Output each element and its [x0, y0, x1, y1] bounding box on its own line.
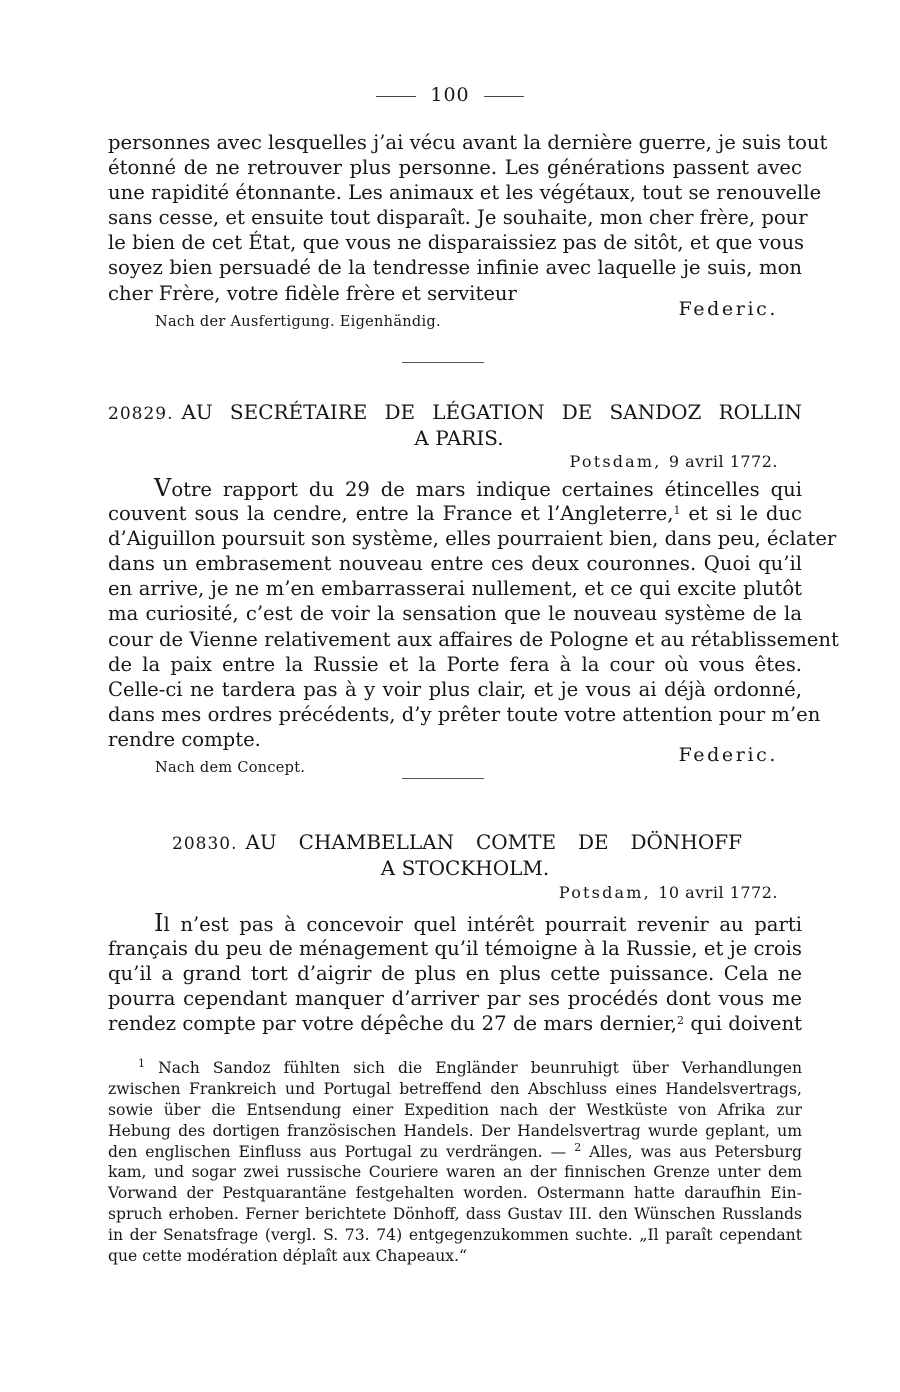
text-line: d’Aiguillon poursuit son système, elles pourraient bien, dans peu, éclater [108, 527, 837, 551]
letter-title: AU CHAMBELLAN COMTE DE DÖNHOFF [245, 830, 742, 854]
footnote-line [108, 1142, 802, 1163]
text-line: cher Frère, votre fidèle frère et serviteur [108, 281, 517, 305]
text-span: den englischen Einfluss aus Portugal zu verdrängen. — [108, 1142, 575, 1161]
place: Potsdam [569, 452, 655, 471]
text-line: le bien de cet État, que vous ne disparaissiez pas de sitôt, et que vous [108, 231, 805, 255]
date: 10 avril 1772. [658, 883, 778, 902]
text-line: ma curiosité, c’est de voir la sensation que le nouveau système de la [108, 602, 802, 626]
text-line: sans cesse, et ensuite tout disparaît. Je souhaite, mon cher frère, pour [108, 206, 808, 230]
footnote-marker: 1 [673, 504, 681, 518]
footnote-line: zwischen Frankreich und Portugal betreffend den Abschluss eines Handelsvertrags, [108, 1079, 802, 1098]
text-line: dans un embrasement nouveau entre ces deux couronnes. Quoi qu’il [108, 552, 802, 576]
text-line: cour de Vienne relativement aux affaires de Pologne et au rétablissement [108, 627, 839, 651]
signature: Federic. [678, 298, 778, 320]
initial-letter: V [154, 474, 172, 502]
place: Potsdam [558, 883, 644, 902]
text-span: Alles, was aus Petersburg [581, 1142, 802, 1161]
text-line: français du peu de ménagement qu’il témoigne à la Russie, et je crois [108, 937, 802, 961]
text-span: otre rapport du 29 de mars indique certaines étincelles qui [171, 478, 802, 501]
text-line: soyez bien persuadé de la tendresse infinie avec laquelle je suis, mon [108, 256, 802, 280]
section-divider [402, 362, 484, 363]
dateline: Potsdam, 10 avril 1772. [558, 883, 778, 902]
text-span: Nach Sandoz fühlten sich die Engländer beunruhigt über Verhandlungen [145, 1059, 802, 1077]
continuation-paragraph [108, 130, 828, 306]
letter-number: 20830. [172, 834, 238, 854]
text-span: couvent sous la cendre, entre la France et l’Angleterre, [108, 502, 674, 526]
text-line: dans mes ordres précédents, d’y prêter toute votre attention pour m’en [108, 702, 821, 726]
page-number: 100 [430, 84, 470, 106]
text-line: pourra cependant manquer d’arriver par ses procédés dont vous me [108, 987, 802, 1011]
footnote-line: sowie über die Entsendung einer Expedition nach der Westküste von Afrika zur [108, 1100, 802, 1119]
text-line [108, 911, 802, 936]
footnote-line: spruch erhoben. Ferner berichtete Dönhoff, dass Gustav III. den Wünschen Russlands [108, 1205, 802, 1224]
letter-destination: A PARIS. [414, 426, 504, 450]
text-line: en arrive, je ne m’en embarrasserai nullement, et ce qui excite plutôt [108, 577, 802, 601]
text-line [108, 501, 802, 526]
text-line: qu’il a grand tort d’aigrir de plus en plus cette puissance. Cela ne [108, 962, 802, 986]
footnote-marker: 2 [677, 1014, 685, 1028]
footnote-line: kam, und sogar zwei russische Couriere waren an der finnischen Grenze unter dem [108, 1163, 802, 1182]
source-note: Nach der Ausfertigung. Eigenhändig. [155, 314, 441, 330]
page-header [0, 84, 900, 106]
text-span: rendez compte par votre dépêche du 27 de mars dernier, [108, 1012, 678, 1036]
text-line: Celle-ci ne tardera pas à y voir plus clair, et je vous ai déjà ordonné, [108, 677, 802, 701]
letter-body [108, 911, 802, 1036]
text-line: une rapidité étonnante. Les animaux et les végétaux, tout se renouvelle [108, 181, 822, 205]
text-line [108, 476, 802, 501]
text-span: qui doivent [684, 1012, 802, 1036]
date: 9 avril 1772. [668, 452, 778, 471]
text-line: de la paix entre la Russie et la Porte fera à la cour où vous êtes. [108, 652, 802, 676]
header-rule-right [484, 96, 524, 97]
letter-body [108, 474, 839, 752]
text-span: et si le duc [680, 502, 802, 526]
footnote-line [108, 1058, 802, 1079]
dateline: Potsdam, 9 avril 1772. [569, 452, 778, 471]
text-line: personnes avec lesquelles j’ai vécu avant la dernière guerre, je suis tout [108, 131, 828, 154]
text-span: l n’est pas à concevoir quel intérêt pourrait revenir au parti [163, 913, 802, 936]
signature: Federic. [678, 744, 778, 766]
footnote-marker: 1 [138, 1057, 145, 1070]
footnote-line: Hebung des dortigen französischen Handels. Der Handelsvertrag wurde geplant, um [108, 1121, 802, 1140]
text-line: rendre compte. [108, 727, 261, 751]
text-line [108, 1011, 802, 1036]
header-rule-left [376, 96, 416, 97]
text-line: étonné de ne retrouver plus personne. Les générations passent avec [108, 156, 802, 180]
letter-number: 20829. [108, 404, 174, 424]
letter-destination: A STOCKHOLM. [380, 856, 550, 880]
footnotes [108, 1058, 802, 1267]
initial-letter: I [154, 909, 164, 937]
letter-title: AU SECRÉTAIRE DE LÉGATION DE SANDOZ ROLLIN [181, 400, 802, 424]
footnote-marker: 2 [574, 1140, 582, 1154]
section-divider [402, 778, 484, 779]
footnote-line: Vorwand der Pestquarantäne festgehalten worden. Ostermann hatte daraufhin Ein- [108, 1184, 802, 1203]
footnote-line: que cette modération déplaît aux Chapeaux.“ [108, 1247, 467, 1266]
footnote-line: in der Senatsfrage (vergl. S. 73. 74) entgegenzukommen suchte. „Il paraît cependant [108, 1226, 802, 1245]
source-note: Nach dem Concept. [155, 760, 306, 776]
letter-heading [172, 830, 742, 880]
letter-heading [108, 400, 802, 450]
